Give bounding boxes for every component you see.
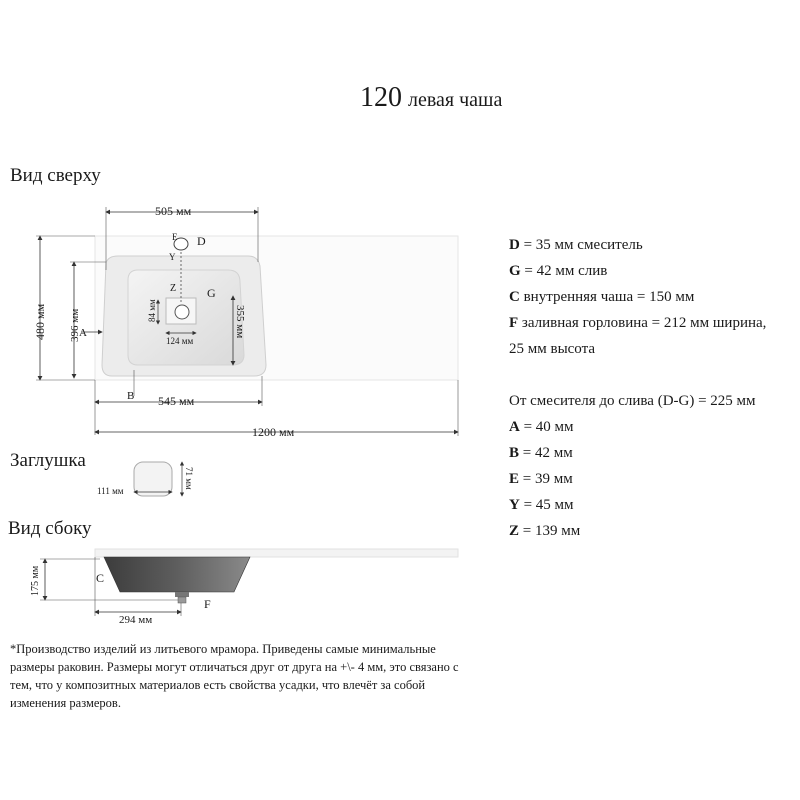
legend-row: [509, 260, 766, 286]
legend-text: заливная горловина = 212 мм ширина,: [518, 315, 767, 331]
dim-545-label: 545 мм: [158, 394, 195, 408]
legend-row: [509, 234, 766, 260]
dim-355-label: 355 мм: [234, 305, 246, 339]
dim-505-label: 505 мм: [155, 204, 192, 218]
legend-key: A: [509, 419, 520, 435]
legend-text: = 39 мм: [519, 471, 573, 487]
dim-396-label: 396 мм: [69, 308, 81, 342]
dim-124-label: 124 мм: [166, 336, 194, 346]
legend-text: = 45 мм: [519, 497, 574, 513]
side-bowl: [104, 557, 250, 592]
legend-key: F: [509, 315, 519, 331]
legend-text: От смесителя до слива (D-G) = 225 мм: [509, 393, 756, 409]
side-view-heading: Вид сбоку: [8, 518, 92, 539]
legend-key: C: [509, 289, 520, 305]
top-view-heading: Вид сверху: [10, 165, 101, 186]
side-drain-pipe: [178, 597, 186, 603]
dim-84-label: 84 мм: [147, 299, 157, 322]
side-label-f: F: [204, 597, 211, 611]
plug-shape: [134, 462, 172, 496]
legend-key: D: [509, 237, 520, 253]
legend-key: E: [509, 471, 520, 487]
side-dim-w-label: 294 мм: [119, 614, 153, 626]
plug-view: [97, 462, 194, 496]
legend-key: Z: [509, 523, 520, 539]
legend-key: G: [509, 263, 521, 279]
drain-hole: [175, 305, 189, 319]
title-number: 120: [360, 82, 402, 113]
label-z: Z: [170, 283, 177, 294]
title-subtitle: левая чаша: [408, 89, 503, 111]
side-countertop: [95, 549, 458, 557]
legend-key: Y: [509, 497, 520, 513]
side-dim-h-label: 175 мм: [30, 565, 41, 596]
top-view: [33, 204, 458, 439]
plug-dim-h-label: 71 мм: [184, 467, 194, 490]
side-view: [30, 549, 458, 626]
side-drain-neck: [175, 592, 189, 597]
legend-text: = 42 мм: [519, 445, 573, 461]
footnote: *Производство изделий из литьевого мрамора. Приведены самые минимальные размеры раковин. Размеры могут отличаться друг от друга на +\- 4 мм, это связано с тем, что у композитных материалов есть свойства усадки, что влечёт за собой изменения размеров.: [10, 642, 459, 710]
legend-key: B: [509, 445, 520, 461]
label-b: B: [127, 390, 135, 402]
legend-row: [509, 364, 766, 390]
label-g: G: [207, 286, 216, 300]
dim-480-label: 480 мм: [33, 303, 47, 340]
legend-text: = 35 мм смеситель: [519, 237, 643, 253]
legend-row: [509, 416, 766, 442]
label-y: Y: [169, 252, 176, 262]
legend-row: [509, 312, 766, 338]
plug-heading: Заглушка: [10, 450, 86, 471]
label-d: D: [197, 234, 206, 248]
legend-text: = 40 мм: [519, 419, 574, 435]
legend-row: [509, 468, 766, 494]
label-a: A: [79, 327, 87, 339]
legend-row: [509, 520, 766, 546]
legend-row: [509, 442, 766, 468]
legend-row: [509, 286, 766, 312]
legend-row: [509, 494, 766, 520]
legend-row: [509, 338, 766, 364]
dim-1200-label: 1200 мм: [252, 425, 295, 439]
plug-dim-w-label: 111 мм: [97, 486, 124, 496]
legend: [509, 234, 766, 546]
side-label-c: C: [96, 571, 105, 585]
legend-row: [509, 390, 766, 416]
legend-text: = 42 мм слив: [520, 263, 608, 279]
label-e: E: [172, 232, 178, 242]
legend-text: 25 мм высота: [509, 341, 596, 357]
legend-text: внутренняя чаша = 150 мм: [519, 289, 695, 305]
legend-text: = 139 мм: [519, 523, 581, 539]
